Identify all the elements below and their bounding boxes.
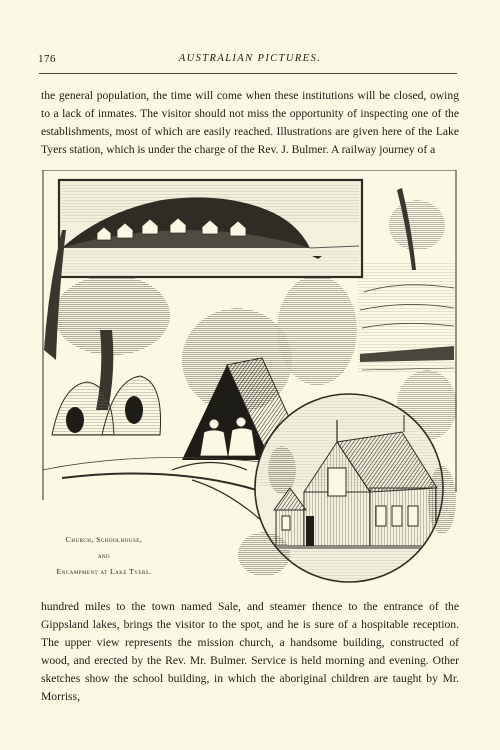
- paragraph-bottom: hundred miles to the town named Sale, and steamer thence to the entrance of the Gippsland lakes, brings the visitor to the spot, and he is sure of a hospitable reception. The upper view represents the mission church, a handsome building, constructed of wood, and erected by the Rev. Mr. Bulmer. Service is held morning and evening. Other sketches show the school building, in which the aboriginal children are taught by Mr. Morriss,: [41, 600, 459, 703]
- paragraph-top: the general population, the time will come when these institutions will be closed, owing to a lack of inmates. The visitor should not miss the opportunity of inspecting one of the establishments, most of which are easily reached. Illustrations are given here of the Lake Tyers station, which is under the charge of the Rev. J. Bulmer. A railway journey of a: [41, 89, 459, 156]
- page-number: 176: [38, 53, 56, 65]
- plate-caption: [42, 532, 166, 580]
- running-title: AUSTRALIAN PICTURES.: [178, 53, 322, 64]
- engraving-plate: [42, 170, 457, 590]
- caption-line-1: Church, Schoolhouse,: [65, 535, 143, 544]
- header-rule: [39, 73, 457, 74]
- engraving-illustration: [42, 170, 457, 590]
- caption-line-2: and: [97, 551, 111, 560]
- caption-line-3: Encampment at Lake Tyers.: [56, 567, 152, 576]
- upper-inset-view: [59, 180, 362, 277]
- lake-view: [358, 262, 455, 374]
